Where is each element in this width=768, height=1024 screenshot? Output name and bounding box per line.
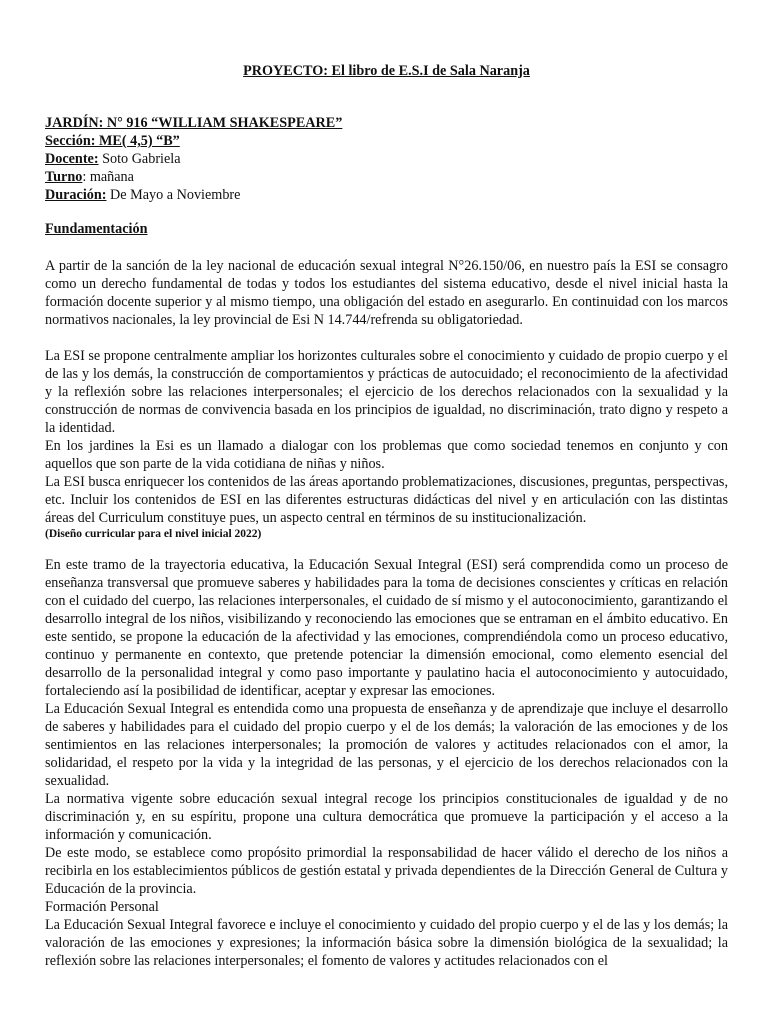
duracion-value: De Mayo a Noviembre (106, 187, 241, 203)
paragraph: La ESI se propone centralmente ampliar los horizontes culturales sobre el conocimiento y cuidado de propio cuerpo y el de las y los demás, la construcción de comportamientos y prácticas de autocuidado; el reconocimiento de la afectividad y la reflexión sobre las relaciones interpersonales; el ejercicio de los derechos relacionados con la sexualidad y la construcción de normas de convivencia basada en los principios de igualdad, no discriminación, trato digno y respeto a la identidad. (45, 348, 728, 436)
paragraph: De este modo, se establece como propósito primordial la responsabilidad de hacer válido el derecho de los niños a recibirla en los establecimientos públicos de gestión estatal y privada dependientes de la Dirección General de Cultura y Educación de la provincia. (45, 845, 728, 897)
paragraph: La normativa vigente sobre educación sexual integral recoge los principios constitucionales de igualdad y de no discriminación y, en su espíritu, propone una cultura democrática que promueve la participación y el acceso a la información y comunicación. (45, 791, 728, 843)
paragraph: La Educación Sexual Integral es entendida como una propuesta de enseñanza y de aprendizaje que incluye el desarrollo de saberes y habilidades para el cuidado del propio cuerpo y el de los demás; la valoración de las emociones y de los sentimientos en las relaciones interpersonales; la promoción de valores y actitudes relacionados con el amor, la solidaridad, el respeto por la vida y la integridad de las personas, y el ejercicio de los derechos relacionados con la sexualidad. (45, 701, 728, 789)
paragraph: En este tramo de la trayectoria educativa, la Educación Sexual Integral (ESI) será comprendida como un proceso de enseñanza transversal que promueve saberes y habilidades para la toma de decisiones conscientes y críticas en relación con el cuidado del cuerpo, las relaciones interpersonales, el cuidado de sí mismo y el autoconocimiento, garantizando el desarrollo integral de los niños, visibilizando y reconociendo las emociones que se entraman en el ámbito educativo. En este sentido, se propone la educación de la afectividad y las emociones, comprendiéndola como un proceso educativo, continuo y permanente en contexto, que pretende potenciar la dimensión emocional, como elemento esencial del desarrollo de la personalidad integral y como paso importante y paulatino hacia el autoconocimiento y autocuidado, fortaleciendo así la posibilidad de identificar, aceptar y expresar las emociones. (45, 557, 728, 699)
citation: (Diseño curricular para el nivel inicial 2022) (45, 528, 262, 540)
turno-line (45, 168, 728, 186)
docente-line (45, 150, 728, 168)
jardin-line: JARDÍN: N° 916 “WILLIAM SHAKESPEARE” (45, 115, 343, 131)
turno-value: : mañana (82, 169, 134, 185)
paragraph: La ESI busca enriquecer los contenidos de las áreas aportando problematizaciones, discusiones, preguntas, perspectivas, etc. Incluir los contenidos de ESI en las diferentes estructuras didácticas del nivel y en articulación con las distintas áreas del Curriculum constituye pues, un aspecto central en términos de su institucionalización. (45, 474, 728, 526)
paragraph: A partir de la sanción de la ley nacional de educación sexual integral N°26.150/06, en nuestro país la ESI se consagro como un derecho fundamental de todas y todos los estudiantes del sistema educativo, desde el nivel inicial hasta la formación docente superior y al mismo tiempo, una obligación del estado en asegurarlo. En continuidad con los marcos normativos nacionales, la ley provincial de Esi N 14.744/refrenda su obligatoriedad. (45, 258, 728, 328)
docente-label: Docente: (45, 151, 99, 167)
duracion-label: Duración: (45, 187, 107, 203)
body-block-2 (45, 347, 728, 541)
project-header (45, 114, 728, 204)
paragraph: En los jardines la Esi es un llamado a dialogar con los problemas que como sociedad tenemos en conjunto y con aquellos que son parte de la vida cotidiana de niñas y niños. (45, 438, 728, 472)
document-title: PROYECTO: El libro de E.S.I de Sala Naranja (243, 63, 530, 79)
body-block-3 (45, 556, 728, 970)
section-title-fundamentacion: Fundamentación (45, 221, 148, 237)
duracion-line (45, 186, 728, 204)
paragraph: La Educación Sexual Integral favorece e incluye el conocimiento y cuidado del propio cuerpo y el de las y los demás; la valoración de las emociones y expresiones; la información básica sobre la dimensión biológica de la sexualidad; la reflexión sobre las relaciones interpersonales; el fomento de valores y actitudes relacionados con el (45, 917, 728, 969)
seccion-line: Sección: ME( 4,5) “B” (45, 133, 180, 149)
docente-value: Soto Gabriela (98, 151, 181, 167)
turno-label: Turno (45, 169, 83, 185)
body-block-1 (45, 257, 728, 329)
subheading-formacion-personal: Formación Personal (45, 899, 159, 915)
